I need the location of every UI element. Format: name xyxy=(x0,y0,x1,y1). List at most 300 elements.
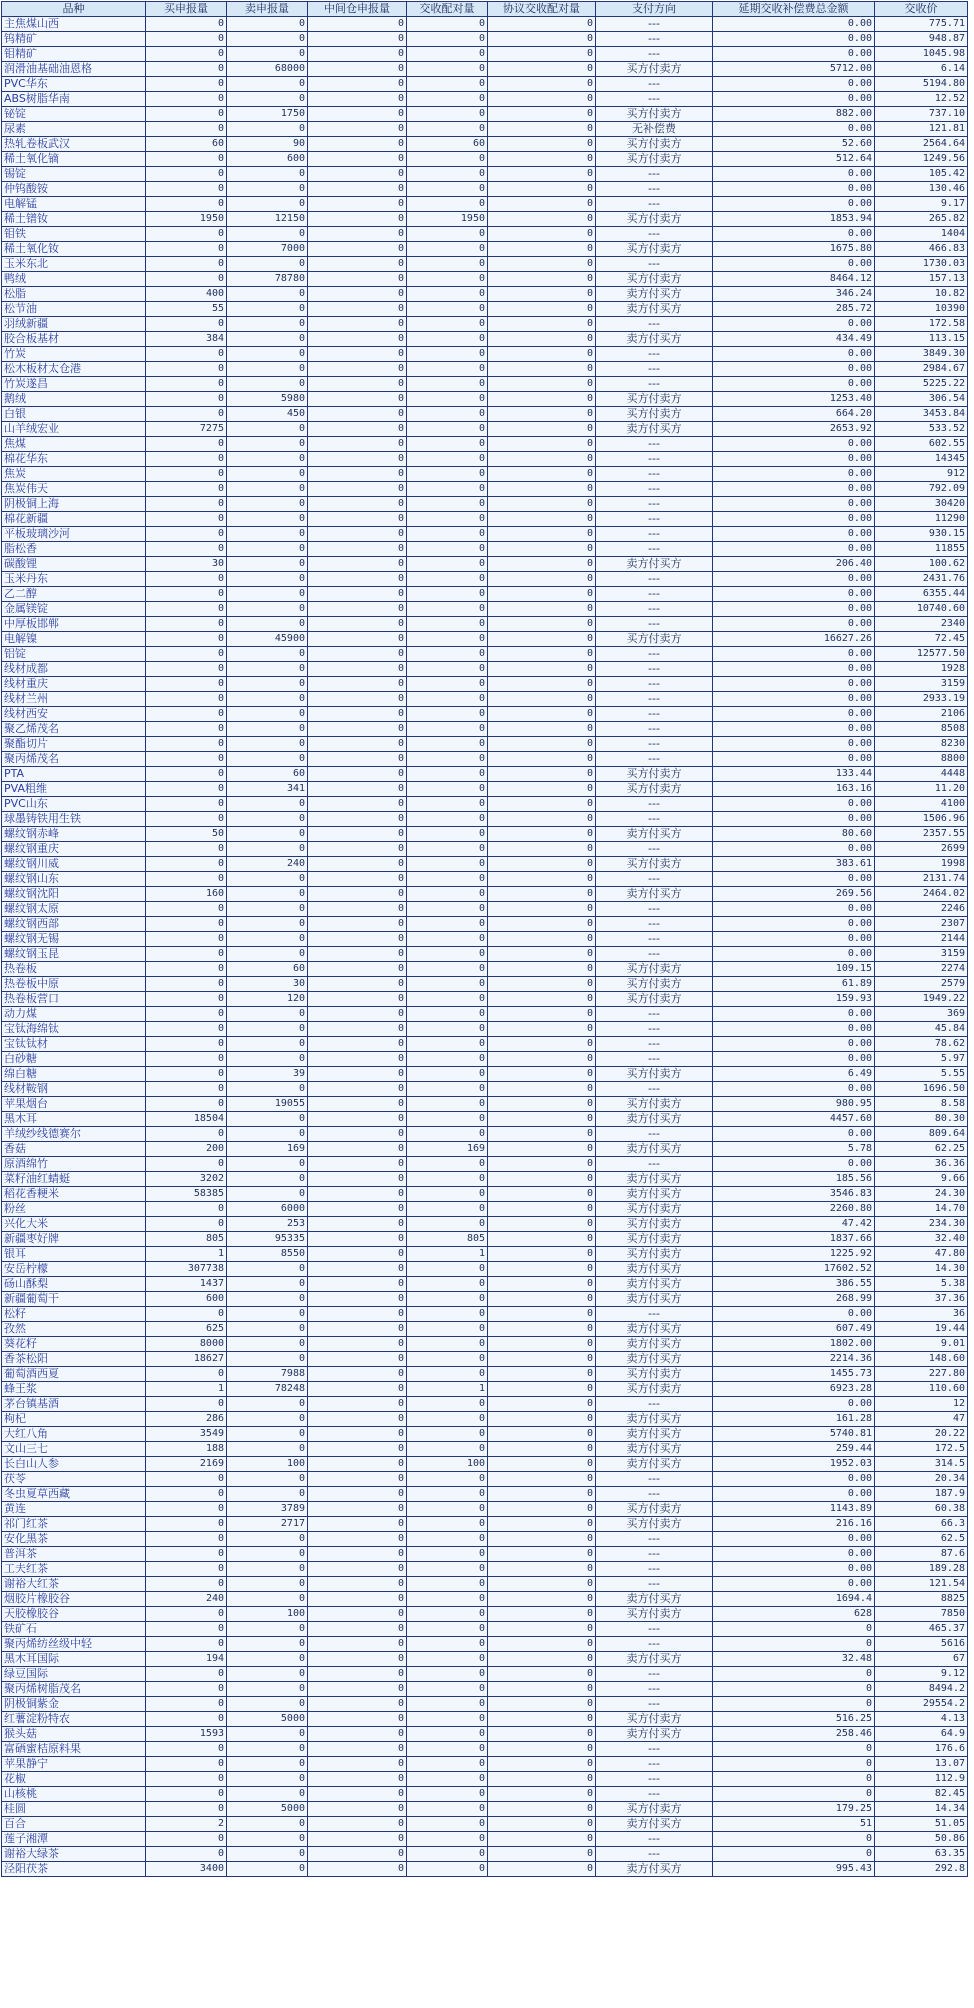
table-row xyxy=(2,572,968,587)
cell-payment-direction: --- xyxy=(596,1832,713,1847)
cell-payment-direction: --- xyxy=(596,1472,713,1487)
cell-matched-qty: 0 xyxy=(407,1622,488,1637)
cell-variety: 苹果静宁 xyxy=(2,1757,146,1772)
cell-payment-direction: --- xyxy=(596,917,713,932)
cell-settlement-price: 187.9 xyxy=(875,1487,968,1502)
cell-matched-qty: 805 xyxy=(407,1232,488,1247)
cell-variety: 动力煤 xyxy=(2,1007,146,1022)
cell-intermediate-qty: 0 xyxy=(308,452,407,467)
cell-payment-direction: 买方付卖方 xyxy=(596,1202,713,1217)
cell-intermediate-qty: 0 xyxy=(308,1307,407,1322)
cell-compensation-total: 0.00 xyxy=(713,722,875,737)
cell-variety: 热卷板中原 xyxy=(2,977,146,992)
cell-intermediate-qty: 0 xyxy=(308,1727,407,1742)
cell-intermediate-qty: 0 xyxy=(308,1277,407,1292)
cell-payment-direction: --- xyxy=(596,1757,713,1772)
cell-agreement-qty: 0 xyxy=(488,437,596,452)
cell-matched-qty: 0 xyxy=(407,857,488,872)
cell-agreement-qty: 0 xyxy=(488,317,596,332)
cell-agreement-qty: 0 xyxy=(488,1592,596,1607)
cell-matched-qty: 0 xyxy=(407,512,488,527)
cell-compensation-total: 0.00 xyxy=(713,707,875,722)
cell-sell-qty: 0 xyxy=(227,932,308,947)
cell-compensation-total: 0.00 xyxy=(713,1082,875,1097)
cell-agreement-qty: 0 xyxy=(488,1652,596,1667)
cell-payment-direction: 买方付卖方 xyxy=(596,1502,713,1517)
cell-compensation-total: 0 xyxy=(713,1682,875,1697)
cell-settlement-price: 189.28 xyxy=(875,1562,968,1577)
cell-variety: 螺纹钢重庆 xyxy=(2,842,146,857)
cell-agreement-qty: 0 xyxy=(488,827,596,842)
cell-payment-direction: --- xyxy=(596,737,713,752)
cell-matched-qty: 0 xyxy=(407,1667,488,1682)
col-header-matched-qty: 交收配对量 xyxy=(407,2,488,17)
cell-compensation-total: 179.25 xyxy=(713,1802,875,1817)
cell-intermediate-qty: 0 xyxy=(308,437,407,452)
table-row xyxy=(2,737,968,752)
table-row xyxy=(2,647,968,662)
cell-sell-qty: 169 xyxy=(227,1142,308,1157)
cell-matched-qty: 0 xyxy=(407,1352,488,1367)
cell-settlement-price: 466.83 xyxy=(875,242,968,257)
cell-matched-qty: 0 xyxy=(407,1652,488,1667)
cell-agreement-qty: 0 xyxy=(488,1337,596,1352)
cell-buy-qty: 18504 xyxy=(146,1112,227,1127)
cell-settlement-price: 72.45 xyxy=(875,632,968,647)
cell-intermediate-qty: 0 xyxy=(308,857,407,872)
cell-sell-qty: 39 xyxy=(227,1067,308,1082)
cell-matched-qty: 0 xyxy=(407,77,488,92)
cell-intermediate-qty: 0 xyxy=(308,467,407,482)
table-row xyxy=(2,797,968,812)
cell-buy-qty: 0 xyxy=(146,1667,227,1682)
cell-settlement-price: 3849.30 xyxy=(875,347,968,362)
cell-settlement-price: 314.5 xyxy=(875,1457,968,1472)
cell-matched-qty: 0 xyxy=(407,47,488,62)
cell-sell-qty: 0 xyxy=(227,1277,308,1292)
cell-agreement-qty: 0 xyxy=(488,692,596,707)
cell-sell-qty: 0 xyxy=(227,122,308,137)
table-row xyxy=(2,77,968,92)
cell-payment-direction: --- xyxy=(596,1682,713,1697)
table-row xyxy=(2,1337,968,1352)
cell-buy-qty: 0 xyxy=(146,47,227,62)
cell-intermediate-qty: 0 xyxy=(308,902,407,917)
cell-sell-qty: 0 xyxy=(227,1772,308,1787)
cell-payment-direction: --- xyxy=(596,812,713,827)
cell-buy-qty: 0 xyxy=(146,842,227,857)
cell-agreement-qty: 0 xyxy=(488,467,596,482)
table-row xyxy=(2,587,968,602)
table-row xyxy=(2,1007,968,1022)
cell-variety: 聚丙烯纺丝级中轻 xyxy=(2,1637,146,1652)
cell-settlement-price: 8800 xyxy=(875,752,968,767)
cell-sell-qty: 0 xyxy=(227,542,308,557)
cell-settlement-price: 6355.44 xyxy=(875,587,968,602)
cell-settlement-price: 5.55 xyxy=(875,1067,968,1082)
cell-agreement-qty: 0 xyxy=(488,932,596,947)
cell-buy-qty: 0 xyxy=(146,197,227,212)
cell-settlement-price: 12.52 xyxy=(875,92,968,107)
cell-sell-qty: 0 xyxy=(227,947,308,962)
cell-matched-qty: 0 xyxy=(407,542,488,557)
cell-matched-qty: 0 xyxy=(407,617,488,632)
cell-variety: 铋锭 xyxy=(2,107,146,122)
cell-variety: 普洱茶 xyxy=(2,1547,146,1562)
table-row xyxy=(2,1232,968,1247)
cell-sell-qty: 0 xyxy=(227,1127,308,1142)
table-row xyxy=(2,1652,968,1667)
table-row xyxy=(2,1592,968,1607)
cell-intermediate-qty: 0 xyxy=(308,1847,407,1862)
cell-compensation-total: 0.00 xyxy=(713,452,875,467)
cell-payment-direction: --- xyxy=(596,32,713,47)
cell-buy-qty: 0 xyxy=(146,1127,227,1142)
table-row xyxy=(2,947,968,962)
table-row xyxy=(2,1322,968,1337)
cell-sell-qty: 0 xyxy=(227,752,308,767)
cell-buy-qty: 0 xyxy=(146,347,227,362)
cell-intermediate-qty: 0 xyxy=(308,302,407,317)
cell-matched-qty: 0 xyxy=(407,1607,488,1622)
cell-matched-qty: 0 xyxy=(407,482,488,497)
cell-matched-qty: 100 xyxy=(407,1457,488,1472)
cell-payment-direction: --- xyxy=(596,932,713,947)
cell-sell-qty: 120 xyxy=(227,992,308,1007)
cell-buy-qty: 0 xyxy=(146,437,227,452)
cell-sell-qty: 0 xyxy=(227,1817,308,1832)
cell-variety: 黑木耳国际 xyxy=(2,1652,146,1667)
cell-payment-direction: 卖方付买方 xyxy=(596,1457,713,1472)
cell-intermediate-qty: 0 xyxy=(308,137,407,152)
table-row xyxy=(2,437,968,452)
cell-variety: 枸杞 xyxy=(2,1412,146,1427)
cell-agreement-qty: 0 xyxy=(488,257,596,272)
cell-matched-qty: 0 xyxy=(407,1067,488,1082)
cell-settlement-price: 45.84 xyxy=(875,1022,968,1037)
table-row xyxy=(2,962,968,977)
cell-agreement-qty: 0 xyxy=(488,572,596,587)
cell-settlement-price: 306.54 xyxy=(875,392,968,407)
cell-compensation-total: 0.00 xyxy=(713,1532,875,1547)
table-row xyxy=(2,332,968,347)
cell-sell-qty: 5000 xyxy=(227,1712,308,1727)
cell-variety: 工夫红茶 xyxy=(2,1562,146,1577)
cell-intermediate-qty: 0 xyxy=(308,107,407,122)
cell-buy-qty: 194 xyxy=(146,1652,227,1667)
cell-intermediate-qty: 0 xyxy=(308,512,407,527)
cell-payment-direction: --- xyxy=(596,497,713,512)
cell-compensation-total: 1802.00 xyxy=(713,1337,875,1352)
cell-buy-qty: 0 xyxy=(146,1472,227,1487)
cell-payment-direction: --- xyxy=(596,1157,713,1172)
cell-matched-qty: 0 xyxy=(407,1637,488,1652)
cell-variety: 香茶松阳 xyxy=(2,1352,146,1367)
cell-matched-qty: 0 xyxy=(407,1307,488,1322)
cell-compensation-total: 0.00 xyxy=(713,812,875,827)
table-row xyxy=(2,1127,968,1142)
cell-agreement-qty: 0 xyxy=(488,902,596,917)
cell-sell-qty: 8550 xyxy=(227,1247,308,1262)
cell-compensation-total: 0.00 xyxy=(713,1577,875,1592)
table-row xyxy=(2,1247,968,1262)
cell-sell-qty: 341 xyxy=(227,782,308,797)
cell-agreement-qty: 0 xyxy=(488,242,596,257)
cell-matched-qty: 0 xyxy=(407,827,488,842)
cell-variety: 聚乙烯茂名 xyxy=(2,722,146,737)
cell-compensation-total: 0.00 xyxy=(713,587,875,602)
table-row xyxy=(2,1262,968,1277)
cell-settlement-price: 2984.67 xyxy=(875,362,968,377)
cell-agreement-qty: 0 xyxy=(488,977,596,992)
cell-matched-qty: 0 xyxy=(407,302,488,317)
cell-settlement-price: 112.9 xyxy=(875,1772,968,1787)
table-row xyxy=(2,1367,968,1382)
cell-matched-qty: 0 xyxy=(407,422,488,437)
cell-variety: 白砂糖 xyxy=(2,1052,146,1067)
cell-buy-qty: 0 xyxy=(146,1532,227,1547)
cell-sell-qty: 240 xyxy=(227,857,308,872)
cell-matched-qty: 0 xyxy=(407,527,488,542)
cell-variety: 螺纹钢太原 xyxy=(2,902,146,917)
cell-sell-qty: 0 xyxy=(227,1832,308,1847)
cell-variety: 大红八角 xyxy=(2,1427,146,1442)
cell-matched-qty: 0 xyxy=(407,272,488,287)
cell-compensation-total: 0.00 xyxy=(713,362,875,377)
cell-agreement-qty: 0 xyxy=(488,1862,596,1877)
cell-settlement-price: 5.38 xyxy=(875,1277,968,1292)
cell-intermediate-qty: 0 xyxy=(308,1217,407,1232)
cell-agreement-qty: 0 xyxy=(488,1412,596,1427)
table-row xyxy=(2,122,968,137)
cell-agreement-qty: 0 xyxy=(488,1007,596,1022)
cell-payment-direction: 买方付卖方 xyxy=(596,152,713,167)
cell-intermediate-qty: 0 xyxy=(308,47,407,62)
cell-compensation-total: 0.00 xyxy=(713,1127,875,1142)
cell-matched-qty: 0 xyxy=(407,1592,488,1607)
table-row xyxy=(2,497,968,512)
cell-intermediate-qty: 0 xyxy=(308,212,407,227)
cell-settlement-price: 148.60 xyxy=(875,1352,968,1367)
cell-intermediate-qty: 0 xyxy=(308,272,407,287)
cell-variety: 安岳柠檬 xyxy=(2,1262,146,1277)
table-row xyxy=(2,1847,968,1862)
cell-payment-direction: 卖方付买方 xyxy=(596,1277,713,1292)
table-row xyxy=(2,302,968,317)
cell-variety: 焦炭 xyxy=(2,467,146,482)
cell-settlement-price: 105.42 xyxy=(875,167,968,182)
table-row xyxy=(2,1412,968,1427)
table-row xyxy=(2,1082,968,1097)
cell-sell-qty: 1750 xyxy=(227,107,308,122)
cell-variety: 蜂王浆 xyxy=(2,1382,146,1397)
cell-compensation-total: 51 xyxy=(713,1817,875,1832)
cell-settlement-price: 2579 xyxy=(875,977,968,992)
cell-payment-direction: --- xyxy=(596,587,713,602)
cell-variety: 螺纹钢沈阳 xyxy=(2,887,146,902)
cell-settlement-price: 121.54 xyxy=(875,1577,968,1592)
cell-buy-qty: 0 xyxy=(146,1622,227,1637)
cell-sell-qty: 0 xyxy=(227,1352,308,1367)
cell-settlement-price: 29554.2 xyxy=(875,1697,968,1712)
cell-sell-qty: 0 xyxy=(227,1532,308,1547)
cell-agreement-qty: 0 xyxy=(488,1382,596,1397)
cell-intermediate-qty: 0 xyxy=(308,542,407,557)
cell-intermediate-qty: 0 xyxy=(308,1367,407,1382)
cell-settlement-price: 47.80 xyxy=(875,1247,968,1262)
cell-buy-qty: 0 xyxy=(146,1097,227,1112)
cell-agreement-qty: 0 xyxy=(488,917,596,932)
cell-sell-qty: 0 xyxy=(227,917,308,932)
cell-variety: 鹅绒 xyxy=(2,392,146,407)
cell-payment-direction: --- xyxy=(596,1307,713,1322)
cell-compensation-total: 0.00 xyxy=(713,32,875,47)
cell-compensation-total: 47.42 xyxy=(713,1217,875,1232)
cell-compensation-total: 0.00 xyxy=(713,797,875,812)
cell-matched-qty: 0 xyxy=(407,122,488,137)
cell-compensation-total: 0.00 xyxy=(713,602,875,617)
table-row xyxy=(2,1352,968,1367)
cell-agreement-qty: 0 xyxy=(488,1277,596,1292)
cell-compensation-total: 32.48 xyxy=(713,1652,875,1667)
cell-agreement-qty: 0 xyxy=(488,482,596,497)
cell-compensation-total: 159.93 xyxy=(713,992,875,1007)
cell-matched-qty: 0 xyxy=(407,1847,488,1862)
cell-variety: 香菇 xyxy=(2,1142,146,1157)
cell-buy-qty: 0 xyxy=(146,497,227,512)
cell-agreement-qty: 0 xyxy=(488,152,596,167)
cell-payment-direction: --- xyxy=(596,1547,713,1562)
cell-compensation-total: 0.00 xyxy=(713,617,875,632)
cell-intermediate-qty: 0 xyxy=(308,647,407,662)
cell-buy-qty: 0 xyxy=(146,632,227,647)
table-row xyxy=(2,197,968,212)
table-row xyxy=(2,32,968,47)
cell-compensation-total: 0.00 xyxy=(713,182,875,197)
cell-agreement-qty: 0 xyxy=(488,557,596,572)
cell-sell-qty: 0 xyxy=(227,842,308,857)
cell-variety: 平板玻璃沙河 xyxy=(2,527,146,542)
cell-settlement-price: 2464.02 xyxy=(875,887,968,902)
cell-settlement-price: 37.36 xyxy=(875,1292,968,1307)
cell-settlement-price: 809.64 xyxy=(875,1127,968,1142)
cell-settlement-price: 11290 xyxy=(875,512,968,527)
cell-compensation-total: 0.00 xyxy=(713,1022,875,1037)
cell-sell-qty: 6000 xyxy=(227,1202,308,1217)
cell-compensation-total: 1837.66 xyxy=(713,1232,875,1247)
cell-sell-qty: 0 xyxy=(227,1262,308,1277)
cell-buy-qty: 0 xyxy=(146,1682,227,1697)
cell-intermediate-qty: 0 xyxy=(308,602,407,617)
table-row xyxy=(2,677,968,692)
cell-matched-qty: 0 xyxy=(407,887,488,902)
cell-buy-qty: 625 xyxy=(146,1322,227,1337)
cell-intermediate-qty: 0 xyxy=(308,1607,407,1622)
cell-sell-qty: 0 xyxy=(227,227,308,242)
cell-payment-direction: --- xyxy=(596,1037,713,1052)
cell-buy-qty: 188 xyxy=(146,1442,227,1457)
cell-sell-qty: 0 xyxy=(227,1562,308,1577)
cell-payment-direction: --- xyxy=(596,467,713,482)
cell-agreement-qty: 0 xyxy=(488,1052,596,1067)
cell-settlement-price: 948.87 xyxy=(875,32,968,47)
cell-sell-qty: 0 xyxy=(227,1442,308,1457)
cell-variety: 鸭绒 xyxy=(2,272,146,287)
cell-compensation-total: 0 xyxy=(713,1622,875,1637)
cell-agreement-qty: 0 xyxy=(488,1067,596,1082)
cell-settlement-price: 2357.55 xyxy=(875,827,968,842)
cell-buy-qty: 0 xyxy=(146,1547,227,1562)
cell-variety: 乙二醇 xyxy=(2,587,146,602)
cell-compensation-total: 1455.73 xyxy=(713,1367,875,1382)
table-row xyxy=(2,137,968,152)
cell-intermediate-qty: 0 xyxy=(308,332,407,347)
cell-intermediate-qty: 0 xyxy=(308,1037,407,1052)
cell-intermediate-qty: 0 xyxy=(308,737,407,752)
cell-compensation-total: 0.00 xyxy=(713,692,875,707)
cell-settlement-price: 14.30 xyxy=(875,1262,968,1277)
cell-payment-direction: --- xyxy=(596,1007,713,1022)
cell-sell-qty: 0 xyxy=(227,77,308,92)
table-row xyxy=(2,812,968,827)
cell-matched-qty: 1950 xyxy=(407,212,488,227)
col-header-agreement-qty: 协议交收配对量 xyxy=(488,2,596,17)
cell-variety: 螺纹钢西部 xyxy=(2,917,146,932)
cell-settlement-price: 5194.80 xyxy=(875,77,968,92)
cell-matched-qty: 0 xyxy=(407,752,488,767)
cell-sell-qty: 0 xyxy=(227,1487,308,1502)
cell-compensation-total: 0.00 xyxy=(713,872,875,887)
cell-sell-qty: 0 xyxy=(227,797,308,812)
cell-settlement-price: 5225.22 xyxy=(875,377,968,392)
table-row xyxy=(2,1577,968,1592)
cell-settlement-price: 930.15 xyxy=(875,527,968,542)
cell-sell-qty: 60 xyxy=(227,962,308,977)
cell-agreement-qty: 0 xyxy=(488,497,596,512)
cell-compensation-total: 0.00 xyxy=(713,662,875,677)
table-row xyxy=(2,1787,968,1802)
cell-sell-qty: 0 xyxy=(227,167,308,182)
cell-compensation-total: 1952.03 xyxy=(713,1457,875,1472)
cell-compensation-total: 109.15 xyxy=(713,962,875,977)
cell-buy-qty: 2 xyxy=(146,1817,227,1832)
cell-buy-qty: 0 xyxy=(146,692,227,707)
cell-variety: 胶合板基材 xyxy=(2,332,146,347)
cell-intermediate-qty: 0 xyxy=(308,17,407,32)
cell-buy-qty: 55 xyxy=(146,302,227,317)
cell-matched-qty: 0 xyxy=(407,1862,488,1877)
cell-matched-qty: 0 xyxy=(407,1412,488,1427)
cell-sell-qty: 0 xyxy=(227,1322,308,1337)
cell-sell-qty: 0 xyxy=(227,32,308,47)
cell-agreement-qty: 0 xyxy=(488,1247,596,1262)
cell-matched-qty: 0 xyxy=(407,1547,488,1562)
cell-matched-qty: 60 xyxy=(407,137,488,152)
cell-variety: 茯苓 xyxy=(2,1472,146,1487)
cell-agreement-qty: 0 xyxy=(488,377,596,392)
cell-compensation-total: 161.28 xyxy=(713,1412,875,1427)
cell-settlement-price: 62.5 xyxy=(875,1532,968,1547)
cell-variety: 谢裕大红茶 xyxy=(2,1577,146,1592)
cell-payment-direction: 买方付卖方 xyxy=(596,1247,713,1262)
cell-variety: 线材鞍钢 xyxy=(2,1082,146,1097)
cell-compensation-total: 0.00 xyxy=(713,347,875,362)
cell-intermediate-qty: 0 xyxy=(308,1382,407,1397)
cell-variety: 泾阳茯茶 xyxy=(2,1862,146,1877)
cell-matched-qty: 0 xyxy=(407,1487,488,1502)
table-row xyxy=(2,212,968,227)
table-row xyxy=(2,392,968,407)
